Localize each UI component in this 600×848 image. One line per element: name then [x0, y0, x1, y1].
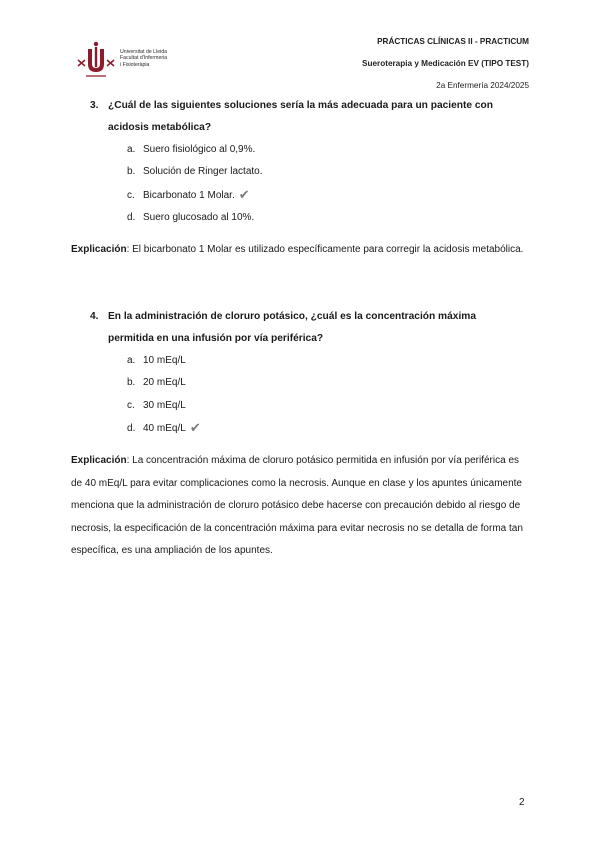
header-topic: Sueroterapia y Medicación EV (TIPO TEST): [362, 59, 529, 68]
option-text: Suero fisiológico al 0,9%.: [143, 144, 256, 155]
header-year: 2a Enfermería 2024/2025: [436, 81, 529, 90]
option-d: [127, 207, 263, 229]
option-letter: a.: [127, 144, 136, 155]
option-letter: d.: [127, 211, 136, 223]
explanation-label: Explicación: [71, 244, 127, 255]
university-logo: [74, 40, 184, 82]
option-letter: a.: [127, 355, 136, 366]
option-text: Suero glucosado al 10%.: [143, 211, 255, 223]
option-d: [127, 417, 201, 440]
logo-line-1: Universitat de Lleida: [120, 49, 168, 55]
option-text: 40 mEq/L: [143, 422, 186, 434]
option-letter: b.: [127, 166, 136, 178]
logo-text: [120, 49, 167, 68]
logo-line-3: i Fisioteràpia: [120, 61, 150, 68]
explanation-text: : El bicarbonato 1 Molar es utilizado específicamente para corregir la acidosis metabólica.: [126, 244, 524, 255]
option-letter: c.: [127, 189, 135, 201]
question-text-line-2: permitida en una infusión por vía periférica?: [108, 333, 324, 344]
question-text-line-1: ¿Cuál de las siguientes soluciones sería la más adecuada para un paciente con: [108, 100, 494, 111]
explanation-3: [71, 239, 531, 262]
logo-line-2: Facultat d'Infermeria: [120, 55, 168, 62]
option-b: [127, 372, 201, 394]
option-letter: d.: [127, 422, 136, 434]
option-text: 10 mEq/L: [143, 355, 186, 366]
explanation-label: Explicación: [71, 455, 127, 466]
option-text: 30 mEq/L: [143, 399, 186, 411]
option-text: Solución de Ringer lactato.: [143, 166, 263, 178]
explanation-4: [71, 450, 531, 563]
question-number: 3.: [90, 100, 99, 111]
university-crest-icon: [74, 40, 118, 82]
question-number: 4.: [90, 311, 99, 322]
option-a: [127, 139, 263, 161]
checkmark-icon: ✔: [238, 186, 250, 202]
option-c: [127, 184, 263, 207]
question-text-line-1: En la administración de cloruro potásico, ¿cuál es la concentración máxima: [108, 311, 476, 322]
question-4-options: [127, 350, 201, 440]
question-text-line-2: acidosis metabólica?: [108, 122, 212, 133]
header-course: PRÁCTICAS CLÍNICAS II - PRACTICUM: [377, 37, 529, 46]
page-number: 2: [519, 797, 525, 808]
checkmark-icon: ✔: [189, 419, 201, 435]
question-4: [90, 306, 530, 350]
option-letter: c.: [127, 399, 135, 411]
option-a: [127, 350, 201, 372]
option-letter: b.: [127, 377, 136, 389]
question-3-options: [127, 139, 263, 229]
option-text: 20 mEq/L: [143, 377, 186, 389]
explanation-text: : La concentración máxima de cloruro potásico permitida en infusión por vía periférica es de 40 mEq/L para evitar complicaciones como la necrosis. Aunque en clase y los apuntes únicamente menciona que la administración de cloruro potásico debe hacerse con precaución debido al riesgo de necrosis, la especificación de la concentración máxima para evitar necrosis no se detalla de forma tan específica, es una ampliación de los apuntes.: [71, 455, 523, 556]
question-3: [90, 95, 530, 139]
option-b: [127, 161, 263, 183]
option-text: Bicarbonato 1 Molar.: [143, 189, 235, 201]
option-c: [127, 395, 201, 417]
page-header: [362, 36, 529, 92]
